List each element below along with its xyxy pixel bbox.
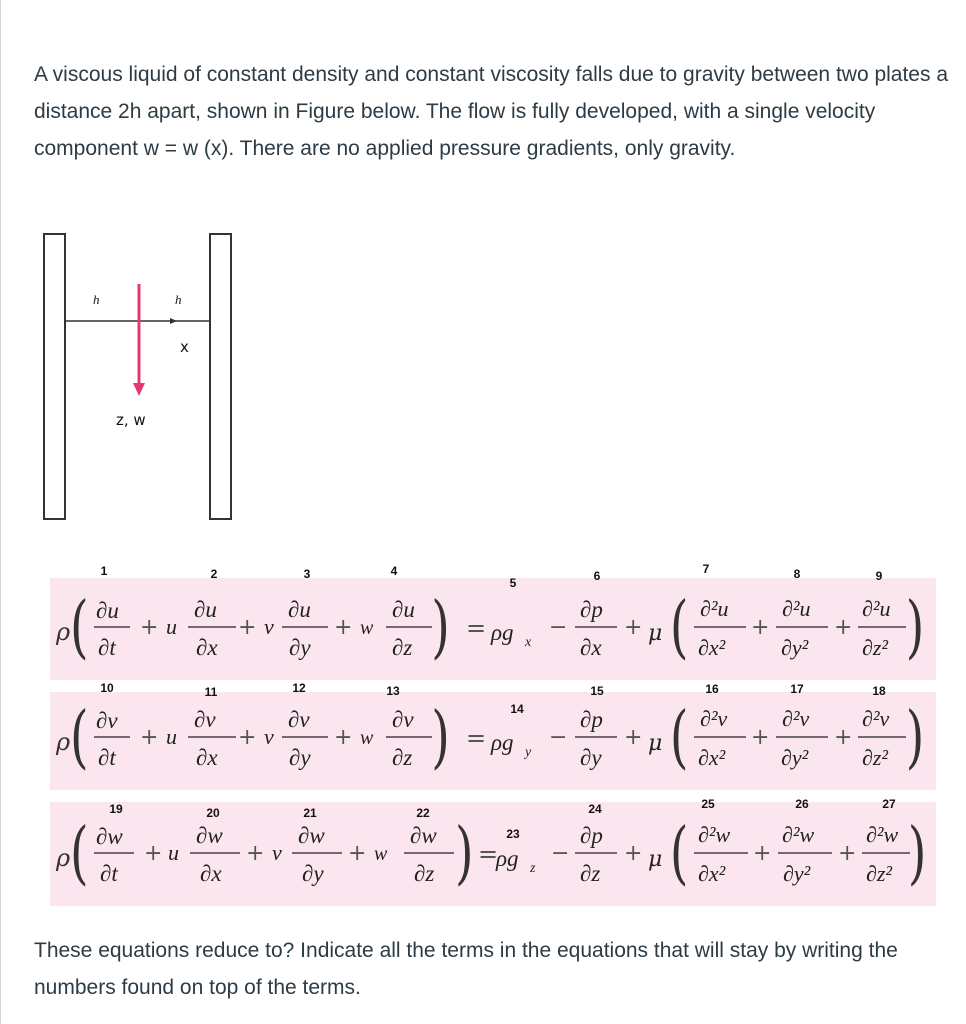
convective-x-denominator: ∂x (196, 745, 218, 770)
left-paren: ( (669, 697, 689, 777)
plus-sign: + (753, 841, 772, 866)
left-gap-label: h (93, 292, 100, 307)
right-gap-label: h (175, 292, 182, 307)
convective-y-denominator: ∂y (289, 635, 311, 660)
z-axis-arrowhead (133, 383, 145, 396)
convective-y-numerator: ∂u (288, 597, 311, 622)
term-number-27: 27 (882, 797, 896, 811)
convective-x-numerator: ∂v (194, 707, 216, 732)
convective-coefficient-v: v (264, 724, 274, 749)
plus-sign: + (334, 725, 353, 750)
convective-y-numerator: ∂v (288, 707, 310, 732)
convective-z-denominator: ∂z (392, 635, 413, 660)
convective-coefficient-v: v (272, 840, 282, 865)
rho-symbol: ρ (56, 844, 71, 872)
term-number-3: 3 (303, 567, 311, 581)
convective-y-numerator: ∂w (298, 823, 325, 848)
term-number-5: 5 (509, 576, 517, 590)
convective-z-numerator: ∂w (410, 823, 437, 848)
viscous-numerator: ∂²w (866, 822, 899, 847)
equals-sign: = (466, 614, 487, 642)
mu-symbol: μ (648, 847, 663, 872)
plus-sign: + (348, 841, 367, 866)
pressure-gradient-denominator: ∂z (580, 861, 601, 886)
unsteady-numerator: ∂u (96, 598, 119, 623)
term-number-8: 8 (793, 567, 801, 581)
plus-sign: + (834, 725, 853, 750)
unsteady-denominator: ∂t (98, 635, 116, 660)
term-number-2: 2 (210, 567, 218, 581)
term-number-12: 12 (292, 681, 306, 695)
rho-symbol: ρ (56, 618, 71, 646)
viscous-denominator-y: ∂y² (783, 861, 811, 886)
problem-intro-text: A viscous liquid of constant density and constant viscosity falls due to gravity between two plates a distance 2h apart, shown in Figure below. The flow is fully developed, with a single velocity component w = w (x). There are no applied pressure gradients, only gravity. (34, 63, 949, 160)
term-number-18: 18 (872, 684, 886, 698)
plus-sign: + (238, 615, 257, 640)
gravity-subscript: z (530, 861, 536, 876)
minus-sign: − (549, 725, 568, 750)
term-number-26: 26 (795, 797, 809, 811)
convective-z-numerator: ∂u (392, 597, 415, 622)
viscous-denominator-y: ∂y² (781, 635, 809, 660)
plus-sign: + (140, 615, 159, 640)
right-plate (210, 234, 231, 519)
viscous-denominator-x: ∂x² (698, 745, 726, 770)
term-number-10: 10 (100, 681, 114, 695)
term-number-4: 4 (390, 564, 398, 578)
minus-sign: − (549, 615, 568, 640)
term-number-15: 15 (590, 684, 604, 698)
right-paren: ) (431, 697, 450, 777)
right-paren: ) (455, 813, 474, 893)
convective-x-denominator: ∂x (200, 861, 222, 886)
term-number-24: 24 (588, 802, 602, 816)
convective-coefficient-w: w (374, 843, 388, 865)
convective-x-denominator: ∂x (196, 635, 218, 660)
viscous-numerator: ∂²u (862, 596, 891, 621)
viscous-numerator: ∂²u (782, 596, 811, 621)
convective-coefficient-v: v (264, 614, 274, 639)
pressure-gradient-numerator: ∂p (580, 823, 603, 848)
term-number-6: 6 (593, 569, 601, 583)
plus-sign: + (624, 725, 643, 750)
convective-coefficient-w: w (360, 617, 374, 639)
plus-sign: + (751, 725, 770, 750)
convective-x-numerator: ∂w (196, 823, 223, 848)
plus-sign: + (238, 725, 257, 750)
right-paren: ) (431, 587, 450, 667)
gravity-subscript: y (525, 745, 532, 760)
term-number-9: 9 (875, 569, 883, 583)
minus-sign: − (551, 841, 570, 866)
unsteady-numerator: ∂w (96, 824, 123, 849)
rho-symbol: ρ (56, 728, 71, 756)
unsteady-denominator: ∂t (98, 745, 116, 770)
plus-sign: + (834, 615, 853, 640)
convective-coefficient-u: u (168, 840, 179, 865)
convective-y-denominator: ∂y (302, 861, 324, 886)
term-number-13: 13 (386, 684, 400, 698)
plus-sign: + (140, 725, 159, 750)
right-paren: ) (907, 813, 927, 893)
left-paren: ( (669, 813, 689, 893)
plus-sign: + (246, 841, 265, 866)
plus-sign: + (624, 615, 643, 640)
term-number-19: 19 (109, 802, 123, 816)
viscous-numerator: ∂²v (700, 706, 728, 731)
gravity-term: ρg (491, 620, 514, 645)
pressure-gradient-denominator: ∂x (580, 635, 602, 660)
convective-coefficient-w: w (360, 727, 374, 749)
channel-figure (44, 234, 231, 519)
plus-sign: + (838, 841, 857, 866)
viscous-denominator-x: ∂x² (698, 635, 726, 660)
viscous-numerator: ∂²w (698, 822, 731, 847)
viscous-denominator-z: ∂z² (862, 745, 889, 770)
term-number-16: 16 (705, 682, 719, 696)
term-number-1: 1 (100, 564, 108, 578)
left-paren: ( (669, 587, 689, 667)
right-paren: ) (905, 587, 925, 667)
x-axis-label: x (180, 338, 189, 356)
question-text: These equations reduce to? Indicate all the terms in the equations that will stay by writing the numbers found on top of the terms. (34, 939, 898, 999)
term-number-20: 20 (206, 806, 220, 820)
viscous-numerator: ∂²w (782, 822, 815, 847)
viscous-numerator: ∂²v (862, 706, 890, 731)
pressure-gradient-numerator: ∂p (580, 597, 603, 622)
right-paren: ) (905, 697, 925, 777)
plus-sign: + (334, 615, 353, 640)
term-number-11: 11 (204, 685, 218, 699)
left-paren: ( (70, 587, 89, 667)
viscous-denominator-z: ∂z² (866, 861, 893, 886)
equals-sign: = (466, 724, 487, 752)
gravity-term: ρg (496, 846, 519, 871)
left-plate (44, 234, 65, 519)
convective-x-numerator: ∂u (194, 597, 217, 622)
term-number-23: 23 (506, 827, 520, 841)
term-number-21: 21 (303, 806, 317, 820)
viscous-denominator-x: ∂x² (698, 861, 726, 886)
x-axis-arrowhead (170, 318, 177, 324)
convective-z-denominator: ∂z (392, 745, 413, 770)
term-number-14: 14 (510, 702, 524, 716)
z-axis-label: z, w (116, 411, 146, 429)
left-paren: ( (70, 813, 89, 893)
equals-sign: = (478, 840, 499, 868)
viscous-denominator-y: ∂y² (781, 745, 809, 770)
viscous-numerator: ∂²u (700, 596, 729, 621)
gravity-term: ρg (491, 730, 514, 755)
left-paren: ( (70, 697, 89, 777)
plus-sign: + (624, 841, 643, 866)
convective-coefficient-u: u (166, 724, 177, 749)
term-number-7: 7 (702, 562, 710, 576)
mu-symbol: μ (648, 621, 663, 646)
plus-sign: + (144, 841, 163, 866)
pressure-gradient-numerator: ∂p (580, 707, 603, 732)
unsteady-numerator: ∂v (96, 708, 118, 733)
convective-coefficient-u: u (166, 614, 177, 639)
convective-y-denominator: ∂y (289, 745, 311, 770)
convective-z-numerator: ∂v (392, 707, 414, 732)
mu-symbol: μ (648, 731, 663, 756)
convective-z-denominator: ∂z (414, 861, 435, 886)
term-number-22: 22 (416, 806, 430, 820)
term-number-25: 25 (701, 797, 715, 811)
term-number-17: 17 (790, 682, 804, 696)
gravity-subscript: x (525, 635, 532, 650)
viscous-numerator: ∂²v (782, 706, 810, 731)
plus-sign: + (751, 615, 770, 640)
unsteady-denominator: ∂t (100, 861, 118, 886)
viscous-denominator-z: ∂z² (862, 635, 889, 660)
pressure-gradient-denominator: ∂y (580, 745, 602, 770)
